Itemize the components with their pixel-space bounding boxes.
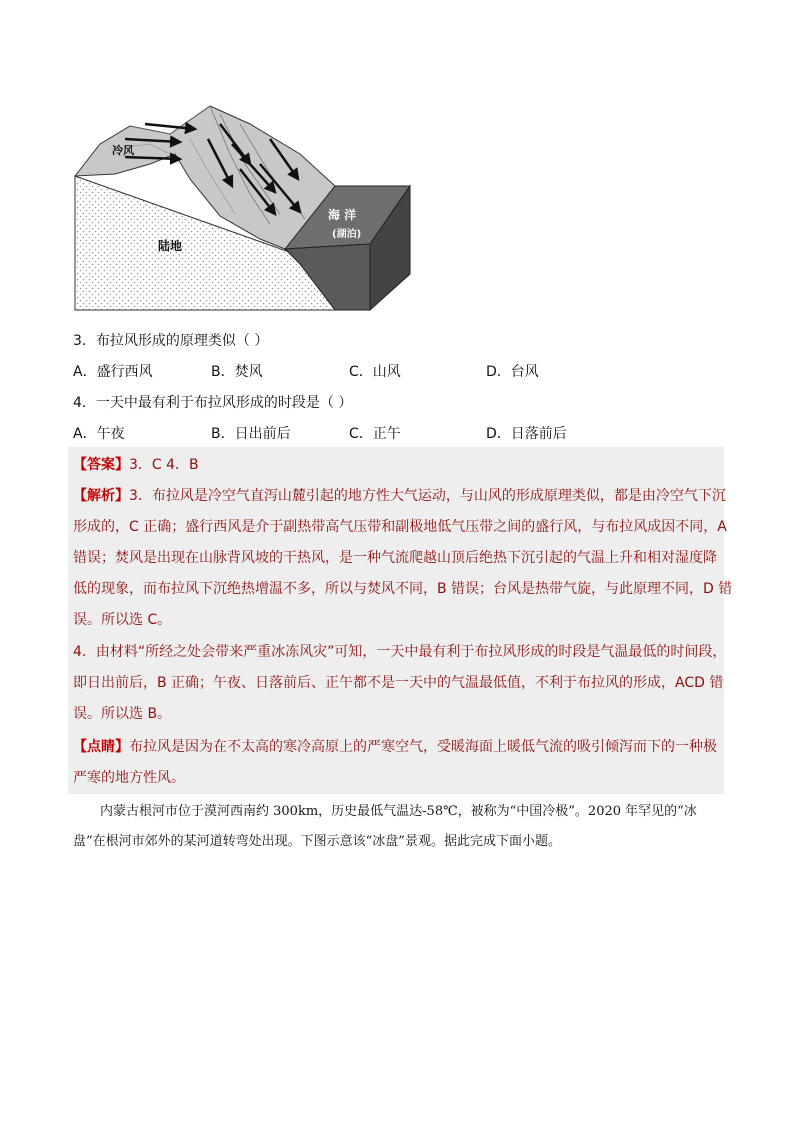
analysis-line: 误。所以选 C。	[73, 612, 172, 628]
analysis-line: 错误；焚风是出现在山脉背风坡的干热风，是一种气流爬越山顶后绝热下沉引起的气温上升和相对湿度降	[73, 550, 717, 566]
material-line: 内蒙古根河市位于漠河西南约 300km，历史最低气温达-58℃，被称为“中国冷极”。2020 年罕见的“冰	[100, 804, 697, 819]
q3-option-d: D．台风	[486, 364, 539, 380]
label-cold-wind: 冷风	[112, 144, 134, 157]
note-line: 严寒的地方性风。	[73, 770, 185, 786]
q3-option-a: A．盛行西风	[73, 364, 153, 380]
analysis-tag: 【解析】	[73, 488, 129, 504]
analysis-text: 3．布拉风是冷空气直泻山麓引起的地方性大气运动，与山风的形成原理类似，都是由冷空气下沉	[129, 488, 726, 504]
q3-option-c: C．山风	[349, 364, 401, 380]
note-tag: 【点睛】	[73, 739, 129, 755]
label-sea: 海 洋	[328, 208, 357, 222]
analysis-line	[73, 486, 726, 506]
analysis-line: 即日出前后，B 正确；午夜、日落前后、正午都不是一天中的气温最低值，不利于布拉风的形成，ACD 错	[73, 675, 724, 691]
answer-text: 3．C 4．B	[129, 457, 199, 473]
note-text: 布拉风是因为在不太高的寒冷高原上的严寒空气，受暖海面上暖低气流的吸引倾泻而下的一种极	[129, 739, 717, 755]
analysis-line: 形成的，C 正确；盛行西风是介于副热带高气压带和副极地低气压带之间的盛行风，与布拉风成因不同，A	[73, 519, 727, 535]
q4-option-b: B．日出前后	[211, 426, 291, 442]
block-diagram-svg	[70, 104, 415, 314]
answer-tag: 【答案】	[73, 457, 129, 473]
label-land: 陆地	[158, 239, 183, 253]
q4-option-c: C．正午	[349, 426, 401, 442]
q3-option-b: B．焚风	[211, 364, 263, 380]
question-4-stem: 4．一天中最有利于布拉风形成的时段是（ ）	[73, 395, 353, 411]
material-line: 盘”在根河市郊外的某河道转弯处出现。下图示意该“冰盘”景观。据此完成下面小题。	[73, 834, 561, 849]
analysis-line: 误。所以选 B。	[73, 706, 172, 722]
q4-option-a: A．午夜	[73, 426, 125, 442]
q4-option-d: D．日落前后	[486, 426, 567, 442]
analysis-line: 低的现象，而布拉风下沉绝热增温不多，所以与焚风不同，B 错误；台风是热带气旋，与此原理不同，D 错	[73, 581, 733, 597]
note-line	[73, 737, 717, 757]
answer-line	[73, 455, 199, 475]
question-3-stem: 3．布拉风形成的原理类似（ ）	[73, 333, 269, 349]
analysis-line: 4．由材料“所经之处会带来严重冰冻风灾”可知，一天中最有利于布拉风形成的时段是气温最低的时间段，	[73, 644, 727, 660]
bora-wind-diagram	[70, 104, 415, 314]
label-lake: (湖泊)	[332, 229, 362, 240]
